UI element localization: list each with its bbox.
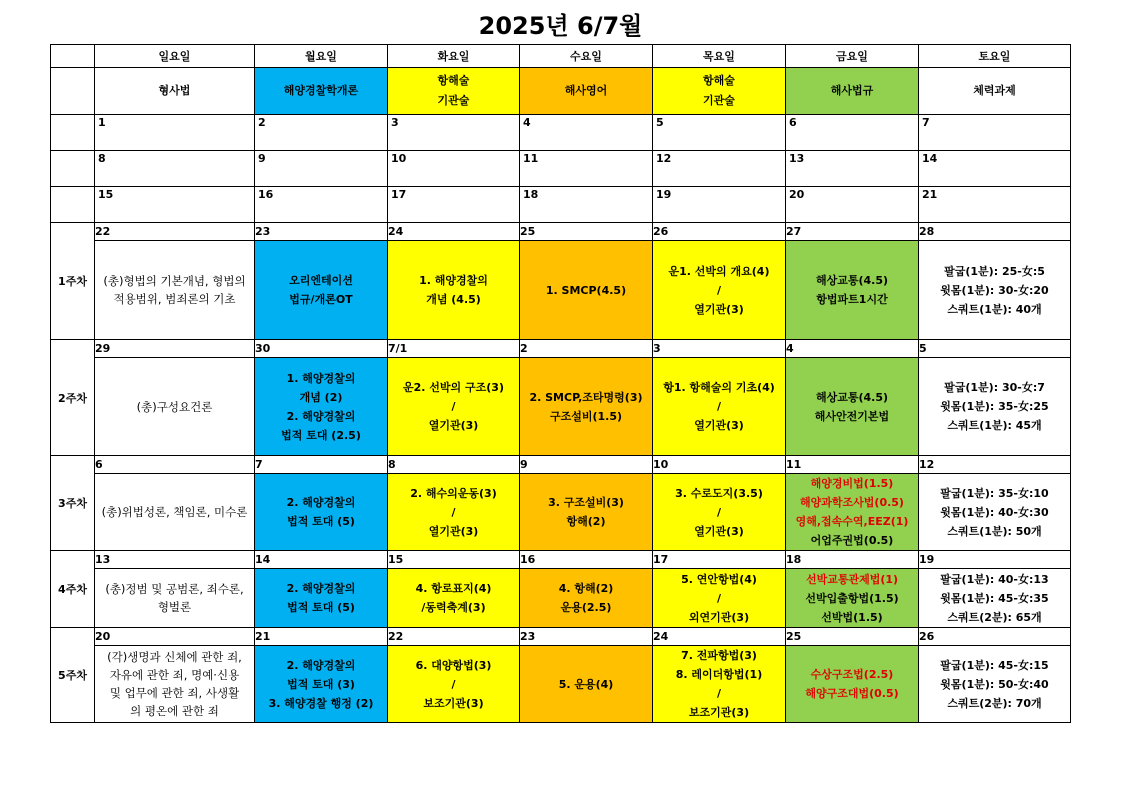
date-number: 1 <box>98 116 106 129</box>
class-cell <box>388 646 520 723</box>
content-row <box>51 646 1071 723</box>
class-line: 의 평온에 관한 죄 <box>130 704 219 718</box>
class-line: 법적 토대 (5) <box>287 515 355 528</box>
class-line: 해양과학조사법(0.5) <box>800 496 904 509</box>
date-number: 2 <box>520 340 653 358</box>
day-cell <box>919 151 1071 187</box>
class-line: 5. 운용(4) <box>558 677 614 691</box>
class-line: 해상교통(4.5) <box>815 274 889 287</box>
class-cell <box>786 358 919 456</box>
empty-week-row <box>51 115 1071 151</box>
day-name: 토요일 <box>919 45 1071 68</box>
class-cell <box>786 646 919 723</box>
class-cell <box>520 474 653 551</box>
date-row <box>51 456 1071 474</box>
class-line: / <box>716 505 722 519</box>
day-name: 월요일 <box>255 45 388 68</box>
date-number: 26 <box>653 223 786 241</box>
subject-cell <box>786 68 919 115</box>
subject-label: 해사영어 <box>564 84 608 97</box>
subject-label: 해양경찰학개론 <box>283 84 359 97</box>
class-cell <box>388 569 520 628</box>
date-number: 19 <box>919 551 1071 569</box>
date-number: 15 <box>98 188 114 201</box>
day-cell <box>653 151 786 187</box>
day-cell <box>919 187 1071 223</box>
date-number: 5 <box>656 116 664 129</box>
class-line: 해양경비법(1.5) <box>810 477 894 490</box>
date-number: 21 <box>922 188 938 201</box>
date-number: 17 <box>391 188 407 201</box>
date-number: 13 <box>95 551 255 569</box>
class-cell <box>520 646 653 723</box>
class-line: 보조기관(3) <box>688 706 750 719</box>
class-line: 3. 수로도지(3.5) <box>675 486 763 500</box>
date-number: 24 <box>388 223 520 241</box>
subject-cell <box>255 68 388 115</box>
class-line: 6. 대양항법(3) <box>415 658 492 672</box>
day-name: 수요일 <box>520 45 653 68</box>
content-row <box>51 358 1071 456</box>
day-name: 일요일 <box>95 45 255 68</box>
class-cell <box>95 646 255 723</box>
class-line: 1. 해양경찰의 <box>419 274 488 287</box>
class-cell <box>919 474 1071 551</box>
class-line: 항해(2) <box>566 515 606 528</box>
empty-week-row <box>51 187 1071 223</box>
date-number: 7/1 <box>388 340 520 358</box>
class-cell <box>653 474 786 551</box>
class-line: 1. 해양경찰의 <box>286 371 356 385</box>
class-line: 어업주권법(0.5) <box>810 534 894 547</box>
class-cell <box>653 646 786 723</box>
schedule-table <box>50 44 1071 723</box>
class-cell <box>919 646 1071 723</box>
day-cell <box>520 187 653 223</box>
day-cell <box>255 151 388 187</box>
date-number: 25 <box>786 628 919 646</box>
date-number: 20 <box>95 628 255 646</box>
class-line: / <box>716 400 722 413</box>
class-line: 법적 토대 (2.5) <box>281 428 361 442</box>
day-cell <box>653 187 786 223</box>
subject-label: 항해술 <box>437 74 470 87</box>
date-number: 7 <box>922 116 930 129</box>
class-line: 보조기관(3) <box>423 696 484 710</box>
class-line: 선박입출항법(1.5) <box>805 591 899 605</box>
subject-cell <box>95 68 255 115</box>
class-line: 팔굽(1분): 35-女:10 <box>940 486 1049 500</box>
class-line: 2. 해양경찰의 <box>286 582 356 595</box>
class-line: 스쿼트(1분): 50개 <box>947 524 1042 538</box>
class-line: 3. 구조설비(3) <box>548 496 624 509</box>
date-number: 3 <box>391 116 399 129</box>
date-number: 23 <box>520 628 653 646</box>
class-line: 2. 해양경찰의 <box>286 658 356 672</box>
class-cell <box>520 358 653 456</box>
subject-cell <box>653 68 786 115</box>
date-number: 23 <box>255 223 388 241</box>
class-cell <box>653 569 786 628</box>
class-cell <box>388 241 520 340</box>
class-line: 선박법(1.5) <box>821 610 883 624</box>
day-name: 금요일 <box>786 45 919 68</box>
day-cell <box>255 115 388 151</box>
class-line: 1. SMCP(4.5) <box>545 283 627 297</box>
class-line: 스쿼트(1분): 40개 <box>947 302 1042 316</box>
week-label: 5주차 <box>51 628 95 723</box>
class-line: 및 업무에 관한 죄, 사생활 <box>109 686 240 700</box>
content-row <box>51 241 1071 340</box>
class-cell <box>255 474 388 551</box>
class-line: 자유에 관한 죄, 명예·신용 <box>109 668 240 682</box>
class-line: 선박교통관제법(1) <box>805 572 899 586</box>
class-line: 해양구조대법(0.5) <box>805 687 899 700</box>
date-number: 20 <box>789 188 805 201</box>
class-line: 항1. 항해술의 기초(4) <box>663 381 775 394</box>
date-number: 12 <box>919 456 1071 474</box>
class-cell <box>95 358 255 456</box>
class-line: 스쿼트(2분): 65개 <box>947 610 1042 624</box>
class-line: 3. 해양경찰 행정 (2) <box>268 696 374 710</box>
date-number: 11 <box>523 152 539 165</box>
class-line: (각)생명과 신체에 관한 죄, <box>107 650 242 664</box>
date-number: 18 <box>786 551 919 569</box>
page-title: 2025년 6/7월 <box>478 12 643 40</box>
week-label <box>51 187 95 223</box>
class-line: 팔굽(1분): 30-女:7 <box>944 381 1045 394</box>
week-label <box>51 151 95 187</box>
day-cell <box>653 115 786 151</box>
content-row <box>51 569 1071 628</box>
corner-cell <box>51 45 95 68</box>
class-line: 운용(2.5) <box>560 601 612 614</box>
date-number: 7 <box>255 456 388 474</box>
class-line: 항법파트1시간 <box>816 293 888 306</box>
day-cell <box>388 187 520 223</box>
class-line: 윗몸(1분): 30-女:20 <box>940 283 1049 297</box>
class-line: 7. 전파항법(3) <box>681 649 757 662</box>
date-number: 29 <box>95 340 255 358</box>
subject-cell <box>520 68 653 115</box>
day-cell <box>919 115 1071 151</box>
subject-row <box>51 68 1071 115</box>
day-cell <box>388 115 520 151</box>
class-line: 운2. 선박의 구조(3) <box>403 381 504 394</box>
class-line: (총)위법성론, 책임론, 미수론 <box>101 505 248 519</box>
subject-cell <box>919 68 1071 115</box>
class-line: (총)정범 및 공범론, 죄수론, <box>105 582 244 596</box>
class-line: / <box>451 677 456 691</box>
class-line: 수상구조법(2.5) <box>810 668 894 681</box>
class-line: / <box>451 400 456 413</box>
date-row <box>51 340 1071 358</box>
class-line: 팔굽(1분): 40-女:13 <box>940 572 1049 586</box>
class-line: 윗몸(1분): 45-女:35 <box>940 591 1049 605</box>
class-cell <box>95 241 255 340</box>
date-row <box>51 551 1071 569</box>
week-label: 4주차 <box>51 551 95 628</box>
day-cell <box>95 115 255 151</box>
content-row <box>51 474 1071 551</box>
class-line: 팔굽(1분): 25-女:5 <box>944 264 1045 278</box>
date-number: 30 <box>255 340 388 358</box>
class-line: 법적 토대 (5) <box>287 601 355 614</box>
class-cell <box>786 474 919 551</box>
subject-label: 기관술 <box>437 94 470 107</box>
class-cell <box>919 241 1071 340</box>
date-number: 11 <box>786 456 919 474</box>
empty-week-row <box>51 151 1071 187</box>
date-number: 27 <box>786 223 919 241</box>
date-number: 13 <box>789 152 805 165</box>
subject-label: 체력과제 <box>973 84 1016 97</box>
date-number: 10 <box>653 456 786 474</box>
class-line: 법적 토대 (3) <box>287 677 355 691</box>
class-line: 2. 해수의운동(3) <box>410 486 497 500</box>
day-cell <box>520 151 653 187</box>
class-line: 윗몸(1분): 50-女:40 <box>940 677 1049 691</box>
date-number: 8 <box>98 152 106 165</box>
corner-cell <box>51 68 95 115</box>
day-cell <box>255 187 388 223</box>
date-number: 6 <box>95 456 255 474</box>
week-label: 1주차 <box>51 223 95 340</box>
class-line: 팔굽(1분): 45-女:15 <box>940 658 1049 672</box>
class-line: 오리엔테이션 <box>289 274 353 287</box>
class-line: 윗몸(1분): 35-女:25 <box>940 400 1049 413</box>
class-line: 스쿼트(1분): 45개 <box>947 419 1042 432</box>
date-number: 10 <box>391 152 407 165</box>
class-line: 열기관(3) <box>428 419 479 432</box>
class-cell <box>255 358 388 456</box>
date-number: 5 <box>919 340 1071 358</box>
class-cell <box>653 241 786 340</box>
class-line: (총)형법의 기본개념, 형법의 적용범위, 범죄론의 기초 <box>103 274 246 306</box>
date-number: 14 <box>922 152 938 165</box>
date-number: 24 <box>653 628 786 646</box>
class-line: 외연기관(3) <box>688 610 750 624</box>
class-line: / <box>716 283 722 297</box>
class-line: 4. 항로표지(4) <box>415 582 492 595</box>
date-number: 4 <box>786 340 919 358</box>
class-line: 열기관(3) <box>694 302 744 316</box>
subject-label: 형사법 <box>158 84 191 97</box>
class-cell <box>653 358 786 456</box>
class-line: / <box>716 591 722 605</box>
date-number: 18 <box>523 188 539 201</box>
date-number: 16 <box>258 188 274 201</box>
day-header-row <box>51 45 1071 68</box>
class-line: 운1. 선박의 개요(4) <box>668 264 770 278</box>
date-number: 4 <box>523 116 531 129</box>
class-line: 영해,접속수역,EEZ(1) <box>795 515 909 528</box>
subject-label: 항해술 <box>703 74 735 87</box>
date-number: 21 <box>255 628 388 646</box>
day-cell <box>786 115 919 151</box>
day-cell <box>95 187 255 223</box>
week-label <box>51 115 95 151</box>
class-line: 해사안전기본법 <box>814 409 890 423</box>
date-number: 8 <box>388 456 520 474</box>
week-label: 3주차 <box>51 456 95 551</box>
class-cell <box>520 241 653 340</box>
class-line: /동력축계(3) <box>421 601 486 614</box>
class-cell <box>255 646 388 723</box>
date-number: 22 <box>95 223 255 241</box>
date-number: 9 <box>520 456 653 474</box>
class-line: 개념 (2) <box>299 390 343 404</box>
class-line: 2. SMCP,조타명령(3) <box>529 390 643 404</box>
class-line: / <box>716 687 722 700</box>
class-cell <box>786 569 919 628</box>
class-cell <box>255 569 388 628</box>
class-line: 2. 해양경찰의 <box>286 496 356 509</box>
day-cell <box>95 151 255 187</box>
class-cell <box>388 474 520 551</box>
date-number: 9 <box>258 152 266 165</box>
class-line: 구조설비(1.5) <box>549 409 623 423</box>
date-number: 15 <box>388 551 520 569</box>
date-row <box>51 628 1071 646</box>
subject-cell <box>388 68 520 115</box>
date-number: 22 <box>388 628 520 646</box>
class-line: 개념 (4.5) <box>426 293 481 306</box>
subject-label: 해사법규 <box>830 84 874 97</box>
date-number: 14 <box>255 551 388 569</box>
date-number: 28 <box>919 223 1071 241</box>
class-cell <box>388 358 520 456</box>
class-line: (총)구성요건론 <box>136 399 213 414</box>
class-cell <box>95 474 255 551</box>
day-cell <box>786 187 919 223</box>
class-line: 법규/개론OT <box>289 293 353 306</box>
date-number: 16 <box>520 551 653 569</box>
class-line: 스쿼트(2분): 70개 <box>947 696 1042 710</box>
class-line: 8. 레이더항법(1) <box>675 668 763 681</box>
day-name: 화요일 <box>388 45 520 68</box>
class-cell <box>786 241 919 340</box>
date-number: 26 <box>919 628 1071 646</box>
class-cell <box>919 569 1071 628</box>
day-name: 목요일 <box>653 45 786 68</box>
class-cell <box>255 241 388 340</box>
date-number: 19 <box>656 188 672 201</box>
week-label: 2주차 <box>51 340 95 456</box>
class-line: / <box>451 505 456 519</box>
date-number: 17 <box>653 551 786 569</box>
class-line: 열기관(3) <box>428 524 479 538</box>
day-cell <box>520 115 653 151</box>
class-line: 열기관(3) <box>694 419 744 432</box>
class-line: 윗몸(1분): 40-女:30 <box>940 505 1049 519</box>
class-cell <box>919 358 1071 456</box>
date-number: 25 <box>520 223 653 241</box>
class-line: 열기관(3) <box>694 524 744 538</box>
date-row <box>51 223 1071 241</box>
class-line: 2. 해양경찰의 <box>286 409 356 423</box>
date-number: 6 <box>789 116 797 129</box>
class-line: 4. 항해(2) <box>558 582 614 595</box>
class-cell <box>95 569 255 628</box>
subject-label: 기관술 <box>703 94 735 107</box>
class-line: 형벌론 <box>157 600 192 614</box>
class-cell <box>520 569 653 628</box>
date-number: 3 <box>653 340 786 358</box>
class-line: 5. 연안항법(4) <box>681 572 757 586</box>
date-number: 12 <box>656 152 672 165</box>
day-cell <box>388 151 520 187</box>
class-line: 해상교통(4.5) <box>815 390 889 404</box>
date-number: 2 <box>258 116 266 129</box>
day-cell <box>786 151 919 187</box>
